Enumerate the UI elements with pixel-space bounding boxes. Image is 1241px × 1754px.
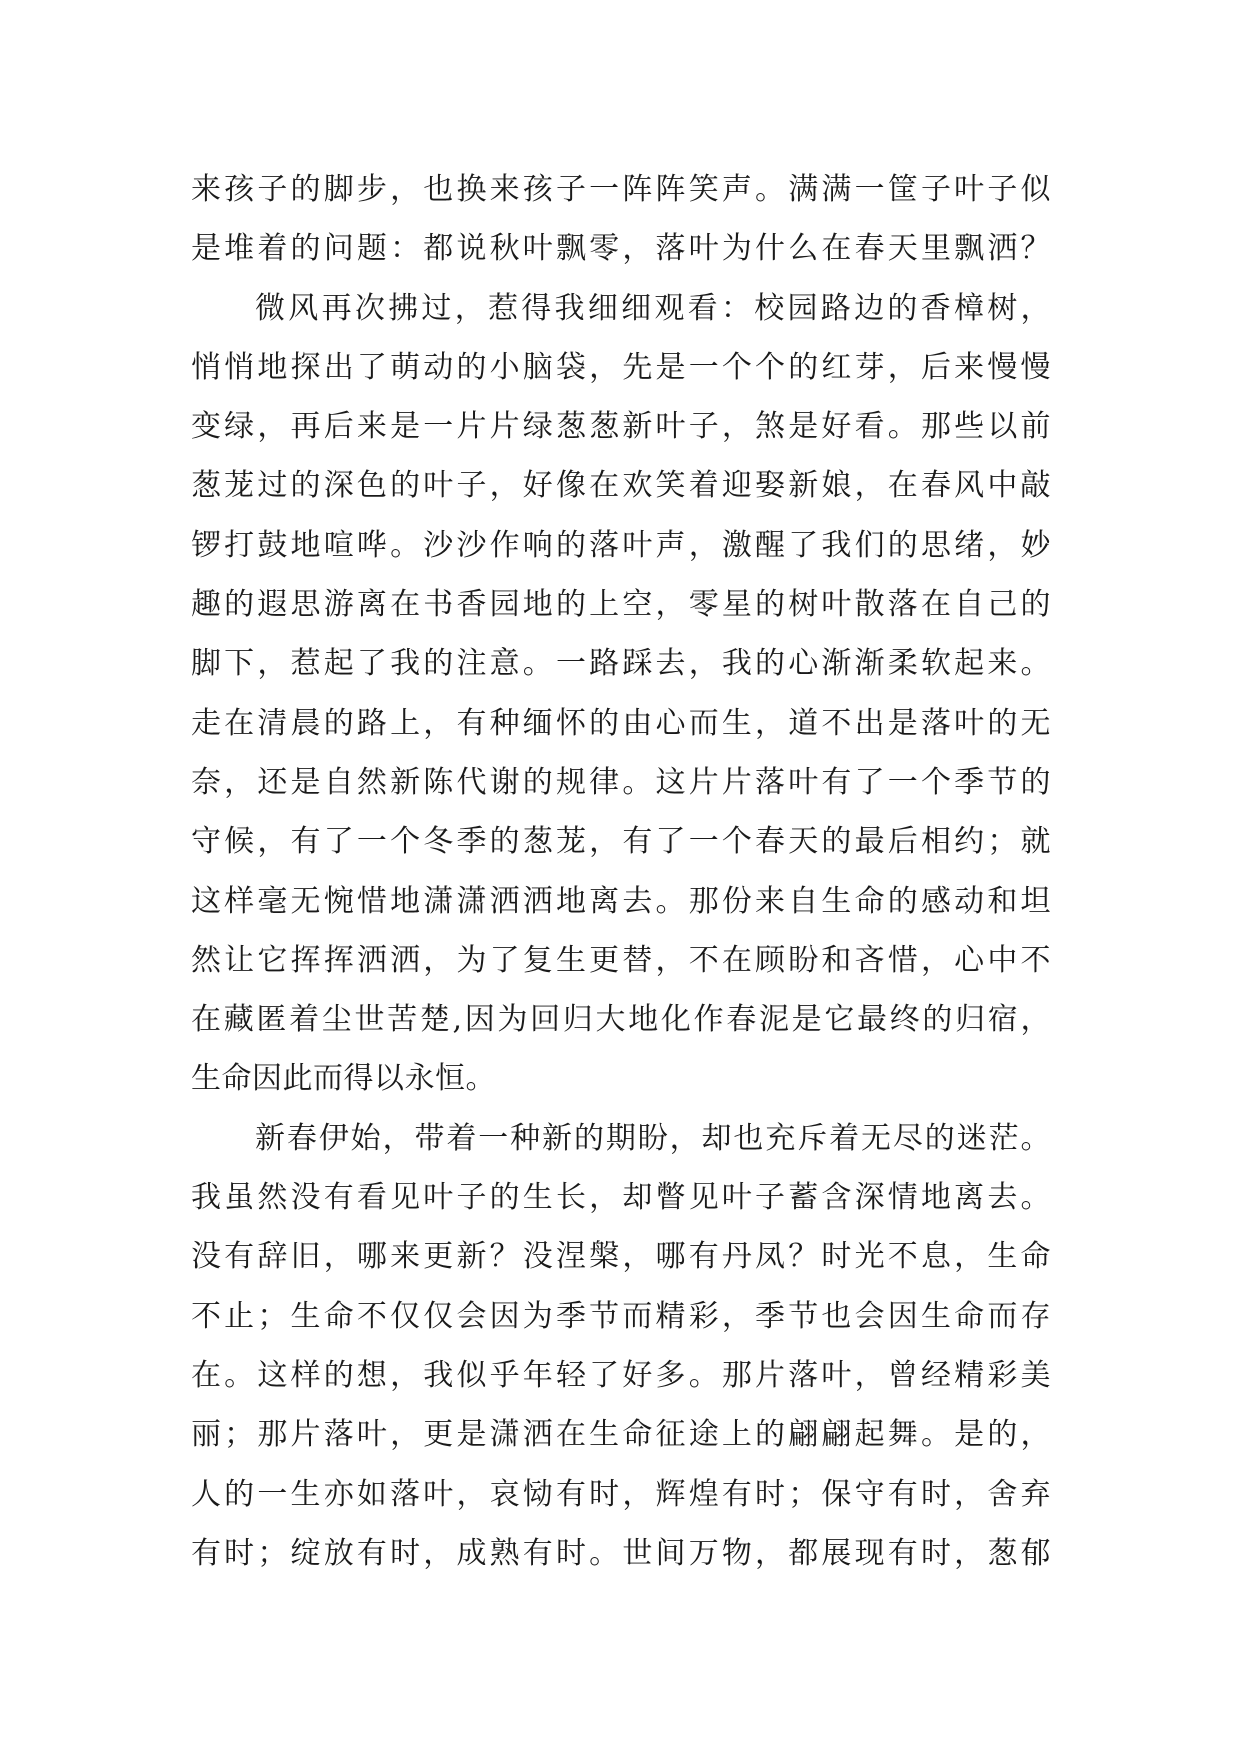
text-line: 来孩子的脚步，也换来孩子一阵阵笑声。满满一筐子叶子似 (191, 172, 1051, 207)
text-line: 在藏匿着尘世苦楚,因为回归大地化作春泥是它最终的归宿， (191, 1002, 1051, 1038)
text-line: 人的一生亦如落叶，哀恸有时，辉煌有时；保守有时，舍弃 (191, 1476, 1051, 1512)
body-text (191, 160, 1051, 1583)
text-line: 没有辞旧，哪来更新？没涅槃，哪有丹凤？时光不息，生命 (191, 1239, 1051, 1275)
text-line: 然让它挥挥洒洒，为了复生更替，不在顾盼和吝惜，心中不 (191, 942, 1051, 978)
text-line: 悄悄地探出了萌动的小脑袋，先是一个个的红芽，后来慢慢 (191, 349, 1051, 385)
text-line: 变绿，再后来是一片片绿葱葱新叶子，煞是好看。那些以前 (191, 409, 1051, 445)
text-line: 这样毫无惋惜地潇潇洒洒地离去。那份来自生命的感动和坦 (191, 883, 1051, 919)
text-line: 是堆着的问题：都说秋叶飘零，落叶为什么在春天里飘洒？ (191, 231, 1051, 267)
text-line: 我虽然没有看见叶子的生长，却瞥见叶子蓄含深情地离去。 (191, 1180, 1051, 1216)
text-line: 趣的遐思游离在书香园地的上空，零星的树叶散落在自己的 (191, 587, 1051, 623)
text-line: 走在清晨的路上，有种缅怀的由心而生，道不出是落叶的无 (191, 705, 1051, 741)
text-line: 生命因此而得以永恒。 (191, 1061, 496, 1097)
text-line: 新春伊始，带着一种新的期盼，却也充斥着无尽的迷茫。 (255, 1120, 1051, 1156)
text-line: 锣打鼓地喧哗。沙沙作响的落叶声，激醒了我们的思绪，妙 (191, 527, 1051, 563)
text-line: 不止；生命不仅仅会因为季节而精彩，季节也会因生命而存 (191, 1298, 1051, 1334)
text-line: 微风再次拂过，惹得我细细观看：校园路边的香樟树， (255, 290, 1051, 326)
text-line: 在。这样的想，我似乎年轻了好多。那片落叶，曾经精彩美 (191, 1357, 1051, 1393)
text-line: 守候，有了一个冬季的葱茏，有了一个春天的最后相约；就 (191, 824, 1051, 860)
text-line: 奈，还是自然新陈代谢的规律。这片片落叶有了一个季节的 (191, 764, 1051, 800)
text-line: 有时；绽放有时，成熟有时。世间万物，都展现有时，葱郁 (191, 1535, 1051, 1571)
text-line: 葱茏过的深色的叶子，好像在欢笑着迎娶新娘，在春风中敲 (191, 468, 1051, 504)
text-line: 脚下，惹起了我的注意。一路踩去，我的心渐渐柔软起来。 (191, 646, 1051, 682)
text-line: 丽；那片落叶，更是潇洒在生命征途上的翩翩起舞。是的， (191, 1417, 1051, 1453)
